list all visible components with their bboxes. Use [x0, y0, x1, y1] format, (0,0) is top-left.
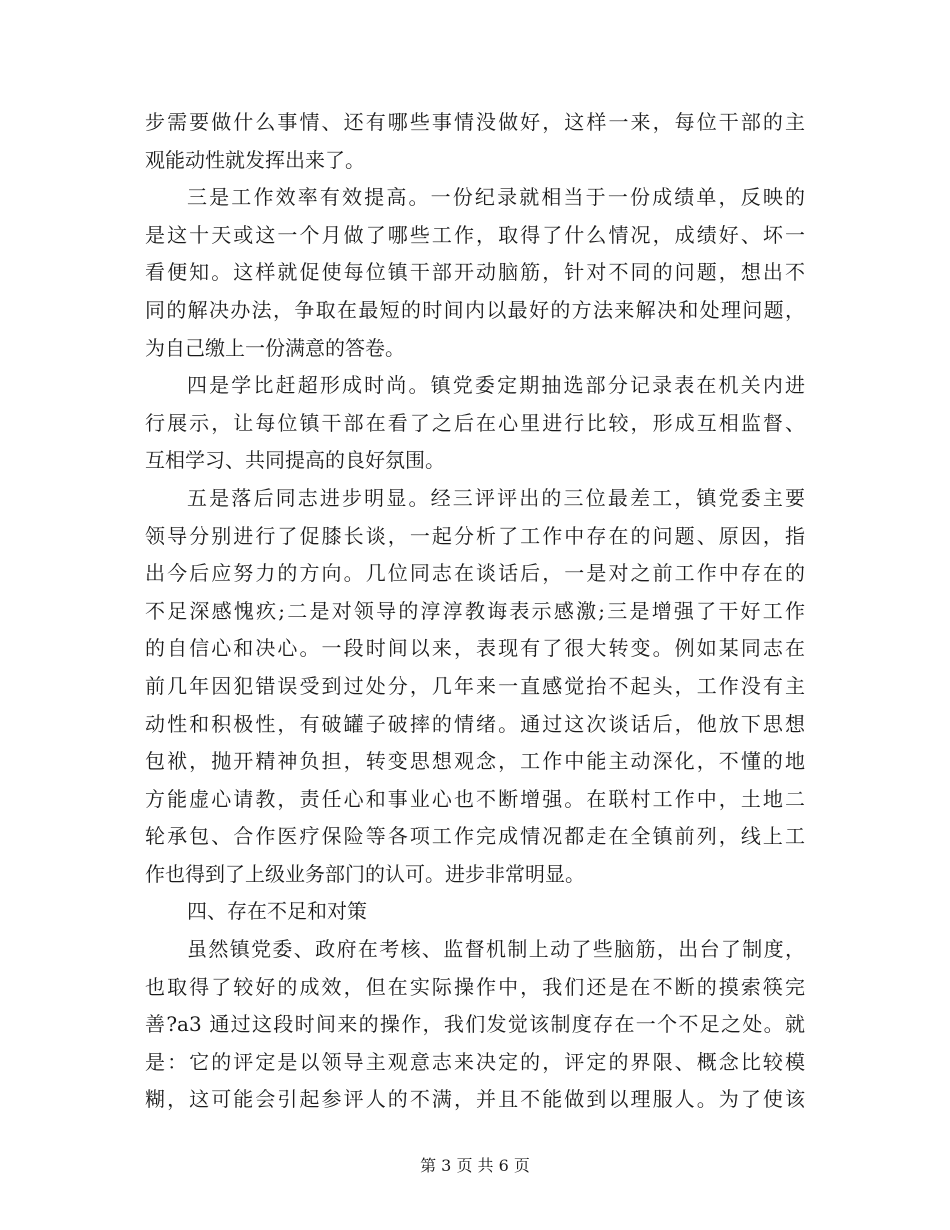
text-line: 是这十天或这一个月做了哪些工作，取得了什么情况，成绩好、坏一 [145, 222, 805, 247]
text-line: 四、存在不足和对策 [187, 899, 367, 924]
text-line: 作也得到了上级业务部门的认可。进步非常明显。 [145, 861, 585, 886]
text-line: 方能虚心请教，责任心和事业心也不断增强。在联村工作中，土地二 [145, 786, 805, 811]
text-line: 出今后应努力的方向。几位同志在谈话后，一是对之前工作中存在的 [145, 561, 805, 586]
text-line: 同的解决办法，争取在最短的时间内以最好的方法来解决和处理问题， [145, 297, 805, 322]
text-line: 轮承包、合作医疗保险等各项工作完成情况都走在全镇前列，线上工 [145, 824, 805, 849]
page-number-footer: 第 3 页 共 6 页 [420, 1156, 530, 1175]
text-line: 前几年因犯错误受到过处分，几年来一直感觉抬不起头，工作没有主 [145, 673, 805, 698]
text-line: 三是工作效率有效提高。一份纪录就相当于一份成绩单，反映的 [187, 185, 805, 210]
text-line: 是：它的评定是以领导主观意志来决定的，评定的界限、概念比较模 [145, 1049, 805, 1074]
text-line: 善?a3 通过这段时间来的操作，我们发觉该制度存在一个不足之处。就 [145, 1012, 805, 1037]
text-line: 也取得了较好的成效，但在实际操作中，我们还是在不断的摸索筷完 [145, 974, 805, 999]
text-line: 四是学比赶超形成时尚。镇党委定期抽选部分记录表在机关内进 [187, 373, 805, 398]
text-line: 互相学习、共同提高的良好氛围。 [145, 448, 445, 473]
text-line: 步需要做什么事情、还有哪些事情没做好，这样一来，每位干部的主 [145, 110, 805, 134]
text-line: 为自己缴上一份满意的答卷。 [145, 335, 405, 360]
text-line: 虽然镇党委、政府在考核、监督机制上动了些脑筋，出台了制度， [187, 937, 805, 962]
text-line: 包袱，抛开精神负担，转变思想观念，工作中能主动深化，不懂的地 [145, 749, 805, 774]
text-line: 观能动性就发挥出来了。 [145, 147, 365, 172]
text-line: 看便知。这样就促使每位镇干部开动脑筋，针对不同的问题，想出不 [145, 260, 805, 285]
document-body [145, 104, 805, 1119]
text-line: 糊，这可能会引起参评人的不满，并且不能做到以理服人。为了使该 [145, 1087, 805, 1112]
text-line: 五是落后同志进步明显。经三评评出的三位最差工，镇党委主要 [187, 485, 805, 510]
text-line: 行展示，让每位镇干部在看了之后在心里进行比较，形成互相监督、 [145, 410, 805, 435]
text-line: 不足深感愧疚;二是对领导的淳淳教诲表示感激;三是增强了干好工作 [145, 598, 805, 623]
text-line: 领导分别进行了促膝长谈，一起分析了工作中存在的问题、原因，指 [145, 523, 805, 548]
text-line: 动性和积极性，有破罐子破摔的情绪。通过这次谈话后，他放下思想 [145, 711, 805, 736]
text-line: 的自信心和决心。一段时间以来，表现有了很大转变。例如某同志在 [145, 636, 805, 661]
